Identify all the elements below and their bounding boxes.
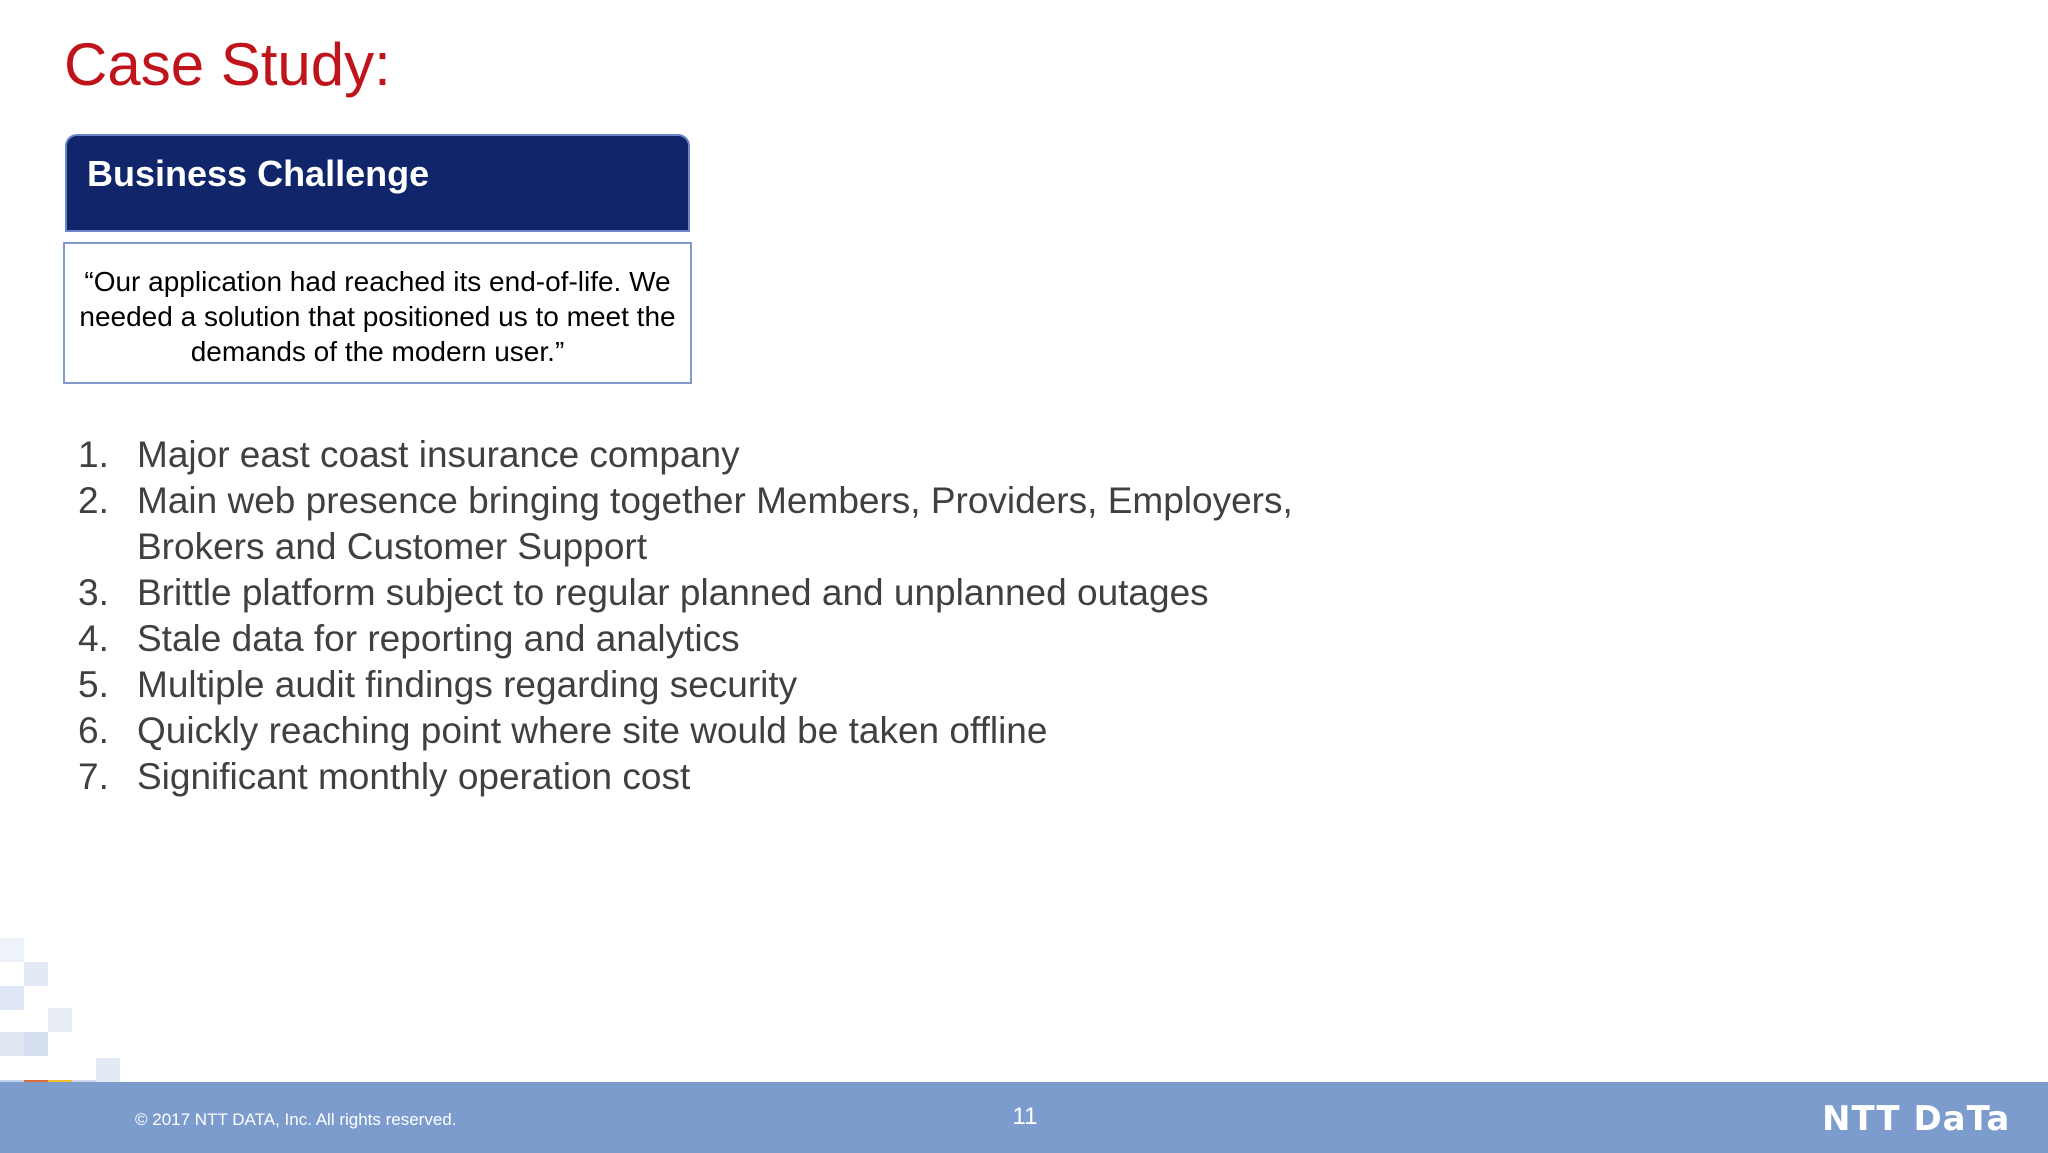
list-item <box>78 432 1378 478</box>
list-item <box>78 616 1378 662</box>
list-item <box>78 478 1378 570</box>
list-item-text: Major east coast insurance company <box>137 434 740 475</box>
list-item-number: 5. <box>78 664 109 705</box>
business-challenge-header: Business Challenge <box>65 134 690 232</box>
list-item <box>78 708 1378 754</box>
list-item <box>78 662 1378 708</box>
list-item-text: Multiple audit findings regarding security <box>137 664 798 705</box>
footer-copyright: © 2017 NTT DATA, Inc. All rights reserved. <box>135 1110 457 1129</box>
list-item-number: 6. <box>78 710 109 751</box>
list-item-text: Quickly reaching point where site would be taken offline <box>137 710 1048 751</box>
list-item-number: 1. <box>78 434 109 475</box>
list-item-text: Significant monthly operation cost <box>137 756 691 797</box>
list-item-text: Stale data for reporting and analytics <box>137 618 740 659</box>
business-challenge-quote: “Our application had reached its end-of-life. We needed a solution that positioned us to meet the demands of the modern user.” <box>63 242 692 384</box>
list-item-number: 4. <box>78 618 109 659</box>
list-item <box>78 754 1378 800</box>
list-item-number: 7. <box>78 756 109 797</box>
list-item-number: 3. <box>78 572 109 613</box>
list-item <box>78 570 1378 616</box>
page-number: 11 <box>1012 1103 1038 1130</box>
case-study-list <box>78 432 1378 800</box>
ntt-data-logo: NTT DaTa <box>1822 1099 2011 1139</box>
slide-title: Case Study: <box>64 31 391 98</box>
list-item-text: Brittle platform subject to regular planned and unplanned outages <box>137 572 1209 613</box>
list-item-text: Main web presence bringing together Members, Providers, Employers, Brokers and Customer Support <box>137 480 1293 567</box>
list-item-number: 2. <box>78 480 109 521</box>
